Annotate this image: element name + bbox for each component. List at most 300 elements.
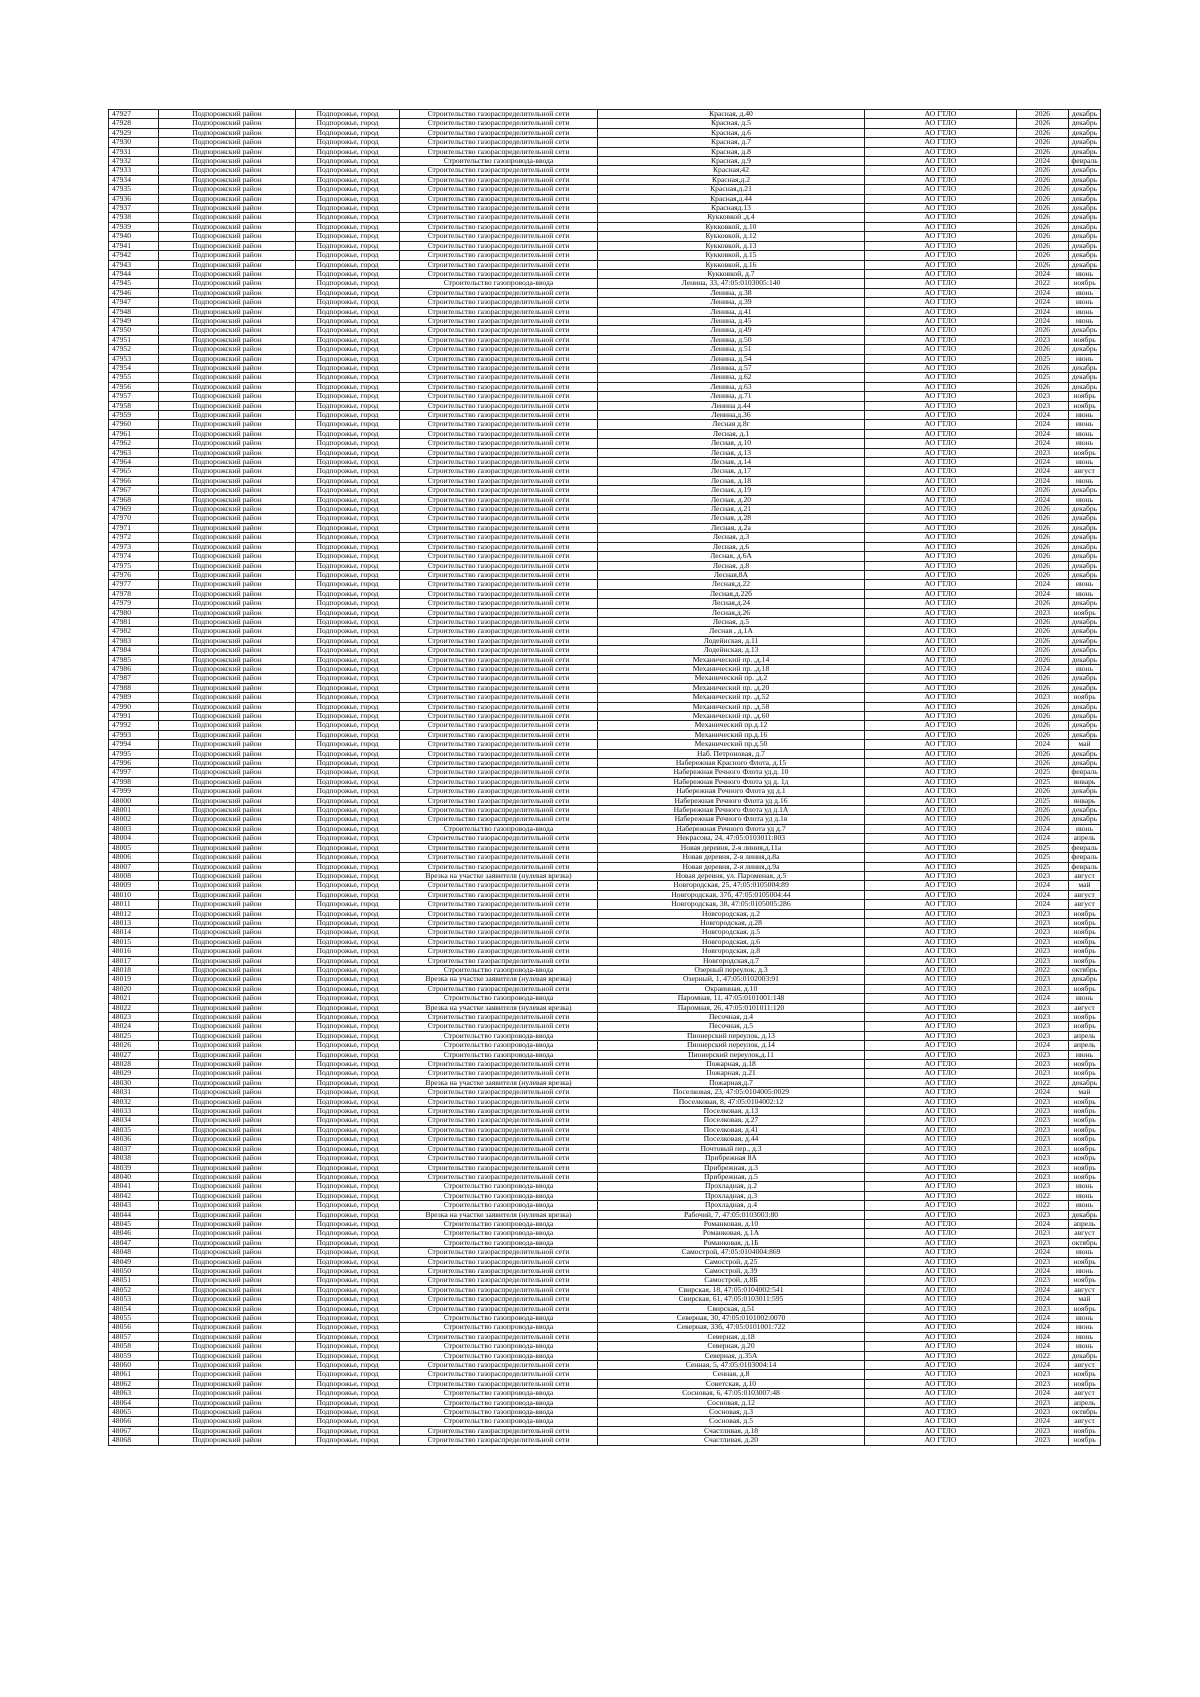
table-row — [109, 316, 1101, 325]
table-row — [109, 918, 1101, 927]
cell-year: 2023 — [1017, 1003, 1069, 1012]
cell-contractor: АО ГТЛО — [865, 1229, 1017, 1238]
cell-row-number: 48003 — [109, 824, 159, 833]
cell-row-number: 47950 — [109, 326, 159, 335]
cell-locality: Подпорожье, город — [296, 175, 400, 184]
cell-address: Ленина, д.41 — [598, 307, 865, 316]
cell-work-type: Строительство газораспределительной сети — [400, 166, 598, 175]
cell-address: Сосновая, д.12 — [598, 1398, 865, 1407]
table-row — [109, 279, 1101, 288]
cell-month: декабрь — [1069, 523, 1101, 532]
cell-contractor: АО ГТЛО — [865, 1107, 1017, 1116]
cell-year: 2023 — [1017, 1050, 1069, 1059]
cell-locality: Подпорожье, город — [296, 204, 400, 213]
cell-year: 2023 — [1017, 1013, 1069, 1022]
cell-address: Северная, д.18 — [598, 1332, 865, 1341]
table-row — [109, 382, 1101, 391]
cell-year: 2024 — [1017, 307, 1069, 316]
cell-month: декабрь — [1069, 617, 1101, 626]
cell-district: Подпорожский район — [159, 646, 296, 655]
cell-month: декабрь — [1069, 110, 1101, 119]
cell-month: апрель — [1069, 1041, 1101, 1050]
cell-work-type: Строительство газораспределительной сети — [400, 542, 598, 551]
cell-contractor: АО ГТЛО — [865, 110, 1017, 119]
cell-year: 2026 — [1017, 505, 1069, 514]
table-row — [109, 759, 1101, 768]
table-row — [109, 608, 1101, 617]
cell-year: 2024 — [1017, 1248, 1069, 1257]
cell-address: Механический пр. ,д.14 — [598, 655, 865, 664]
cell-district: Подпорожский район — [159, 1191, 296, 1200]
cell-address: Самострой, 47:05:0104004:869 — [598, 1248, 865, 1257]
cell-locality: Подпорожье, город — [296, 439, 400, 448]
cell-work-type: Строительство газопровода-ввода — [400, 965, 598, 974]
cell-contractor: АО ГТЛО — [865, 335, 1017, 344]
cell-year: 2023 — [1017, 1257, 1069, 1266]
cell-district: Подпорожский район — [159, 241, 296, 250]
cell-month: ноябрь — [1069, 1257, 1101, 1266]
cell-address: Новгородская, д.8 — [598, 947, 865, 956]
cell-contractor: АО ГТЛО — [865, 617, 1017, 626]
cell-locality: Подпорожье, город — [296, 853, 400, 862]
table-row — [109, 523, 1101, 532]
cell-month: ноябрь — [1069, 608, 1101, 617]
cell-month: декабрь — [1069, 712, 1101, 721]
cell-work-type: Строительство газораспределительной сети — [400, 1163, 598, 1172]
cell-work-type: Строительство газопровода-ввода — [400, 1201, 598, 1210]
cell-address: Новая деревня, 2-я линия,д.11а — [598, 843, 865, 852]
cell-work-type: Строительство газораспределительной сети — [400, 213, 598, 222]
cell-contractor: АО ГТЛО — [865, 806, 1017, 815]
cell-district: Подпорожский район — [159, 1314, 296, 1323]
cell-address: Прибрежная, д.5 — [598, 1172, 865, 1181]
cell-month: ноябрь — [1069, 984, 1101, 993]
table-row — [109, 589, 1101, 598]
table-row — [109, 185, 1101, 194]
cell-row-number: 47952 — [109, 345, 159, 354]
cell-row-number: 47981 — [109, 617, 159, 626]
cell-row-number: 47985 — [109, 655, 159, 664]
cell-contractor: АО ГТЛО — [865, 439, 1017, 448]
cell-row-number: 47956 — [109, 382, 159, 391]
cell-month: май — [1069, 1088, 1101, 1097]
cell-year: 2025 — [1017, 768, 1069, 777]
cell-month: июнь — [1069, 411, 1101, 420]
cell-locality: Подпорожье, город — [296, 241, 400, 250]
cell-work-type: Строительство газораспределительной сети — [400, 1332, 598, 1341]
cell-locality: Подпорожье, город — [296, 307, 400, 316]
cell-contractor: АО ГТЛО — [865, 1332, 1017, 1341]
cell-row-number: 47967 — [109, 486, 159, 495]
cell-district: Подпорожский район — [159, 251, 296, 260]
cell-work-type: Строительство газораспределительной сети — [400, 1135, 598, 1144]
cell-contractor: АО ГТЛО — [865, 1276, 1017, 1285]
cell-month: ноябрь — [1069, 1172, 1101, 1181]
cell-address: Кукковкой, д.7 — [598, 269, 865, 278]
cell-contractor: АО ГТЛО — [865, 1097, 1017, 1106]
cell-locality: Подпорожье, город — [296, 693, 400, 702]
cell-year: 2026 — [1017, 627, 1069, 636]
cell-year: 2023 — [1017, 1163, 1069, 1172]
cell-district: Подпорожский район — [159, 505, 296, 514]
cell-row-number: 47929 — [109, 128, 159, 137]
cell-row-number: 48066 — [109, 1417, 159, 1426]
cell-year: 2022 — [1017, 1201, 1069, 1210]
cell-row-number: 47984 — [109, 646, 159, 655]
table-row — [109, 1342, 1101, 1351]
cell-work-type: Строительство газораспределительной сети — [400, 345, 598, 354]
cell-work-type: Строительство газораспределительной сети — [400, 918, 598, 927]
cell-month: июнь — [1069, 298, 1101, 307]
cell-contractor: АО ГТЛО — [865, 392, 1017, 401]
cell-district: Подпорожский район — [159, 1436, 296, 1445]
cell-district: Подпорожский район — [159, 1426, 296, 1435]
cell-district: Подпорожский район — [159, 288, 296, 297]
cell-month: декабрь — [1069, 721, 1101, 730]
cell-contractor: АО ГТЛО — [865, 862, 1017, 871]
cell-contractor: АО ГТЛО — [865, 1069, 1017, 1078]
cell-row-number: 47972 — [109, 533, 159, 542]
cell-work-type: Строительство газораспределительной сети — [400, 806, 598, 815]
cell-locality: Подпорожье, город — [296, 392, 400, 401]
cell-month: декабрь — [1069, 166, 1101, 175]
cell-district: Подпорожский район — [159, 1050, 296, 1059]
cell-month: декабрь — [1069, 646, 1101, 655]
cell-address: Лесная, д.28 — [598, 514, 865, 523]
cell-month: декабрь — [1069, 260, 1101, 269]
cell-address: Свирская, 61, 47:05:0103011:595 — [598, 1295, 865, 1304]
cell-year: 2023 — [1017, 1069, 1069, 1078]
cell-locality: Подпорожье, город — [296, 599, 400, 608]
cell-contractor: АО ГТЛО — [865, 683, 1017, 692]
cell-year: 2024 — [1017, 298, 1069, 307]
cell-work-type: Строительство газораспределительной сети — [400, 269, 598, 278]
cell-locality: Подпорожье, город — [296, 843, 400, 852]
cell-locality: Подпорожье, город — [296, 740, 400, 749]
cell-district: Подпорожский район — [159, 1097, 296, 1106]
cell-locality: Подпорожье, город — [296, 1163, 400, 1172]
cell-district: Подпорожский район — [159, 260, 296, 269]
cell-address: Северная, 30, 47:05:0101002:0070 — [598, 1314, 865, 1323]
cell-work-type: Строительство газораспределительной сети — [400, 401, 598, 410]
cell-work-type: Строительство газопровода-ввода — [400, 1408, 598, 1417]
cell-locality: Подпорожье, город — [296, 561, 400, 570]
table-row — [109, 138, 1101, 147]
cell-locality: Подпорожье, город — [296, 1219, 400, 1228]
cell-year: 2024 — [1017, 288, 1069, 297]
cell-district: Подпорожский район — [159, 1408, 296, 1417]
cell-district: Подпорожский район — [159, 956, 296, 965]
cell-contractor: АО ГТЛО — [865, 448, 1017, 457]
cell-year: 2024 — [1017, 1295, 1069, 1304]
cell-work-type: Строительство газораспределительной сети — [400, 712, 598, 721]
cell-year: 2026 — [1017, 213, 1069, 222]
cell-year: 2024 — [1017, 1314, 1069, 1323]
cell-address: Набережная Речного Флота уд д.16 — [598, 796, 865, 805]
cell-row-number: 47935 — [109, 185, 159, 194]
cell-work-type: Строительство газораспределительной сети — [400, 674, 598, 683]
cell-work-type: Строительство газораспределительной сети — [400, 1013, 598, 1022]
cell-month: июнь — [1069, 1266, 1101, 1275]
cell-address: Поселковая, д.13 — [598, 1107, 865, 1116]
cell-month: август — [1069, 890, 1101, 899]
cell-month: декабрь — [1069, 533, 1101, 542]
cell-row-number: 48062 — [109, 1379, 159, 1388]
table-row — [109, 1154, 1101, 1163]
cell-district: Подпорожский район — [159, 994, 296, 1003]
cell-work-type: Строительство газораспределительной сети — [400, 1097, 598, 1106]
cell-row-number: 47992 — [109, 721, 159, 730]
cell-work-type: Строительство газораспределительной сети — [400, 740, 598, 749]
cell-month: декабрь — [1069, 514, 1101, 523]
cell-month: июнь — [1069, 420, 1101, 429]
cell-row-number: 47970 — [109, 514, 159, 523]
cell-month: декабрь — [1069, 787, 1101, 796]
cell-row-number: 48030 — [109, 1078, 159, 1087]
cell-year: 2022 — [1017, 1078, 1069, 1087]
cell-contractor: АО ГТЛО — [865, 1342, 1017, 1351]
cell-locality: Подпорожье, город — [296, 1060, 400, 1069]
table-row — [109, 1022, 1101, 1031]
cell-year: 2026 — [1017, 119, 1069, 128]
cell-address: Озерный переулок, д.3 — [598, 965, 865, 974]
cell-work-type: Строительство газораспределительной сети — [400, 110, 598, 119]
table-row — [109, 815, 1101, 824]
table-row — [109, 401, 1101, 410]
cell-district: Подпорожский район — [159, 194, 296, 203]
cell-locality: Подпорожье, город — [296, 533, 400, 542]
cell-year: 2023 — [1017, 928, 1069, 937]
cell-address: Пожарная, д.21 — [598, 1069, 865, 1078]
table-row — [109, 1436, 1101, 1445]
cell-month: июнь — [1069, 1191, 1101, 1200]
cell-locality: Подпорожье, город — [296, 1426, 400, 1435]
cell-district: Подпорожский район — [159, 984, 296, 993]
cell-contractor: АО ГТЛО — [865, 730, 1017, 739]
cell-work-type: Строительство газораспределительной сети — [400, 1285, 598, 1294]
cell-work-type: Строительство газораспределительной сети — [400, 439, 598, 448]
cell-district: Подпорожский район — [159, 1229, 296, 1238]
cell-work-type: Строительство газопровода-ввода — [400, 1323, 598, 1332]
cell-contractor: АО ГТЛО — [865, 1003, 1017, 1012]
cell-work-type: Строительство газораспределительной сети — [400, 984, 598, 993]
cell-year: 2026 — [1017, 674, 1069, 683]
table-row — [109, 1426, 1101, 1435]
cell-contractor: АО ГТЛО — [865, 1125, 1017, 1134]
cell-address: Новгородская, д.5 — [598, 928, 865, 937]
cell-locality: Подпорожье, город — [296, 683, 400, 692]
cell-work-type: Строительство газораспределительной сети — [400, 561, 598, 570]
cell-locality: Подпорожье, город — [296, 345, 400, 354]
cell-year: 2024 — [1017, 476, 1069, 485]
cell-year: 2026 — [1017, 232, 1069, 241]
table-row — [109, 110, 1101, 119]
cell-locality: Подпорожье, город — [296, 1238, 400, 1247]
cell-month: декабрь — [1069, 1351, 1101, 1360]
table-row — [109, 1304, 1101, 1313]
cell-locality: Подпорожье, город — [296, 495, 400, 504]
cell-locality: Подпорожье, город — [296, 269, 400, 278]
cell-year: 2024 — [1017, 1332, 1069, 1341]
cell-contractor: АО ГТЛО — [865, 1304, 1017, 1313]
cell-district: Подпорожский район — [159, 279, 296, 288]
cell-year: 2023 — [1017, 975, 1069, 984]
table-row — [109, 1379, 1101, 1388]
cell-month: август — [1069, 1003, 1101, 1012]
cell-work-type: Строительство газораспределительной сети — [400, 505, 598, 514]
cell-work-type: Строительство газораспределительной сети — [400, 335, 598, 344]
cell-work-type: Строительство газораспределительной сети — [400, 1304, 598, 1313]
cell-address: Новгородская,д.7 — [598, 956, 865, 965]
cell-month: июнь — [1069, 580, 1101, 589]
cell-locality: Подпорожье, город — [296, 194, 400, 203]
cell-address: Механический пр.д.12 — [598, 721, 865, 730]
cell-row-number: 48026 — [109, 1041, 159, 1050]
table-row — [109, 1323, 1101, 1332]
cell-work-type: Строительство газораспределительной сети — [400, 1116, 598, 1125]
cell-contractor: АО ГТЛО — [865, 824, 1017, 833]
cell-month: декабрь — [1069, 175, 1101, 184]
cell-contractor: АО ГТЛО — [865, 712, 1017, 721]
cell-address: Ленина, д.49 — [598, 326, 865, 335]
cell-year: 2023 — [1017, 1097, 1069, 1106]
cell-address: Лесная , д.1А — [598, 627, 865, 636]
cell-month: июнь — [1069, 1201, 1101, 1210]
cell-row-number: 48032 — [109, 1097, 159, 1106]
cell-row-number: 48002 — [109, 815, 159, 824]
cell-address: Лесная, д.3 — [598, 533, 865, 542]
cell-work-type: Строительство газораспределительной сети — [400, 1069, 598, 1078]
cell-year: 2023 — [1017, 1379, 1069, 1388]
cell-month: апрель — [1069, 1219, 1101, 1228]
cell-row-number: 48024 — [109, 1022, 159, 1031]
cell-district: Подпорожский район — [159, 1013, 296, 1022]
cell-district: Подпорожский район — [159, 1125, 296, 1134]
cell-year: 2024 — [1017, 157, 1069, 166]
cell-month: ноябрь — [1069, 1060, 1101, 1069]
cell-locality: Подпорожье, город — [296, 1116, 400, 1125]
cell-work-type: Строительство газораспределительной сети — [400, 552, 598, 561]
table-row — [109, 834, 1101, 843]
table-row — [109, 627, 1101, 636]
cell-year: 2026 — [1017, 241, 1069, 250]
cell-work-type: Строительство газораспределительной сети — [400, 730, 598, 739]
cell-locality: Подпорожье, город — [296, 213, 400, 222]
cell-row-number: 48029 — [109, 1069, 159, 1078]
cell-district: Подпорожский район — [159, 411, 296, 420]
cell-month: декабрь — [1069, 806, 1101, 815]
cell-month: январь — [1069, 796, 1101, 805]
cell-contractor: АО ГТЛО — [865, 1210, 1017, 1219]
cell-work-type: Строительство газораспределительной сети — [400, 796, 598, 805]
cell-work-type: Строительство газораспределительной сети — [400, 523, 598, 532]
table-row — [109, 1107, 1101, 1116]
cell-locality: Подпорожье, город — [296, 815, 400, 824]
cell-address: Пожарная, д.18 — [598, 1060, 865, 1069]
cell-month: июнь — [1069, 1248, 1101, 1257]
cell-row-number: 47944 — [109, 269, 159, 278]
cell-month: февраль — [1069, 843, 1101, 852]
cell-work-type: Строительство газораспределительной сети — [400, 928, 598, 937]
cell-month: май — [1069, 740, 1101, 749]
table-row — [109, 965, 1101, 974]
cell-year: 2026 — [1017, 542, 1069, 551]
cell-district: Подпорожский район — [159, 298, 296, 307]
table-row — [109, 467, 1101, 476]
cell-contractor: АО ГТЛО — [865, 1379, 1017, 1388]
cell-contractor: АО ГТЛО — [865, 674, 1017, 683]
cell-district: Подпорожский район — [159, 1248, 296, 1257]
cell-row-number: 47975 — [109, 561, 159, 570]
cell-address: Ленина, д.71 — [598, 392, 865, 401]
cell-contractor: АО ГТЛО — [865, 759, 1017, 768]
cell-district: Подпорожский район — [159, 787, 296, 796]
cell-contractor: АО ГТЛО — [865, 561, 1017, 570]
cell-district: Подпорожский район — [159, 335, 296, 344]
cell-district: Подпорожский район — [159, 1107, 296, 1116]
cell-contractor: АО ГТЛО — [865, 1398, 1017, 1407]
table-row — [109, 1003, 1101, 1012]
cell-month: февраль — [1069, 853, 1101, 862]
cell-row-number: 48050 — [109, 1266, 159, 1275]
cell-locality: Подпорожье, город — [296, 1361, 400, 1370]
cell-month: декабрь — [1069, 730, 1101, 739]
cell-district: Подпорожский район — [159, 881, 296, 890]
cell-month: декабрь — [1069, 373, 1101, 382]
cell-address: Красная, д.6 — [598, 128, 865, 137]
cell-locality: Подпорожье, город — [296, 363, 400, 372]
cell-month: ноябрь — [1069, 956, 1101, 965]
cell-year: 2026 — [1017, 128, 1069, 137]
cell-row-number: 48063 — [109, 1389, 159, 1398]
cell-month: декабрь — [1069, 213, 1101, 222]
cell-year: 2024 — [1017, 1266, 1069, 1275]
cell-locality: Подпорожье, город — [296, 570, 400, 579]
cell-work-type: Строительство газораспределительной сети — [400, 1154, 598, 1163]
table-row — [109, 1238, 1101, 1247]
cell-month: декабрь — [1069, 975, 1101, 984]
cell-locality: Подпорожье, город — [296, 900, 400, 909]
table-row — [109, 636, 1101, 645]
cell-contractor: АО ГТЛО — [865, 1238, 1017, 1247]
cell-work-type: Строительство газораспределительной сети — [400, 1060, 598, 1069]
cell-work-type: Строительство газораспределительной сети — [400, 749, 598, 758]
cell-contractor: АО ГТЛО — [865, 222, 1017, 231]
table-row — [109, 514, 1101, 523]
cell-row-number: 48045 — [109, 1219, 159, 1228]
cell-row-number: 47966 — [109, 476, 159, 485]
cell-address: Красная, д.40 — [598, 110, 865, 119]
cell-work-type: Строительство газораспределительной сети — [400, 909, 598, 918]
cell-year: 2024 — [1017, 824, 1069, 833]
cell-work-type: Строительство газораспределительной сети — [400, 138, 598, 147]
cell-district: Подпорожский район — [159, 937, 296, 946]
cell-row-number: 47995 — [109, 749, 159, 758]
cell-year: 2023 — [1017, 1107, 1069, 1116]
cell-district: Подпорожский район — [159, 796, 296, 805]
cell-month: июнь — [1069, 307, 1101, 316]
cell-district: Подпорожский район — [159, 1135, 296, 1144]
cell-locality: Подпорожье, город — [296, 316, 400, 325]
cell-year: 2024 — [1017, 1417, 1069, 1426]
table-row — [109, 1172, 1101, 1181]
table-row — [109, 222, 1101, 231]
cell-work-type: Строительство газораспределительной сети — [400, 1125, 598, 1134]
cell-district: Подпорожский район — [159, 824, 296, 833]
cell-district: Подпорожский район — [159, 439, 296, 448]
cell-year: 2024 — [1017, 1219, 1069, 1228]
cell-work-type: Строительство газораспределительной сети — [400, 721, 598, 730]
